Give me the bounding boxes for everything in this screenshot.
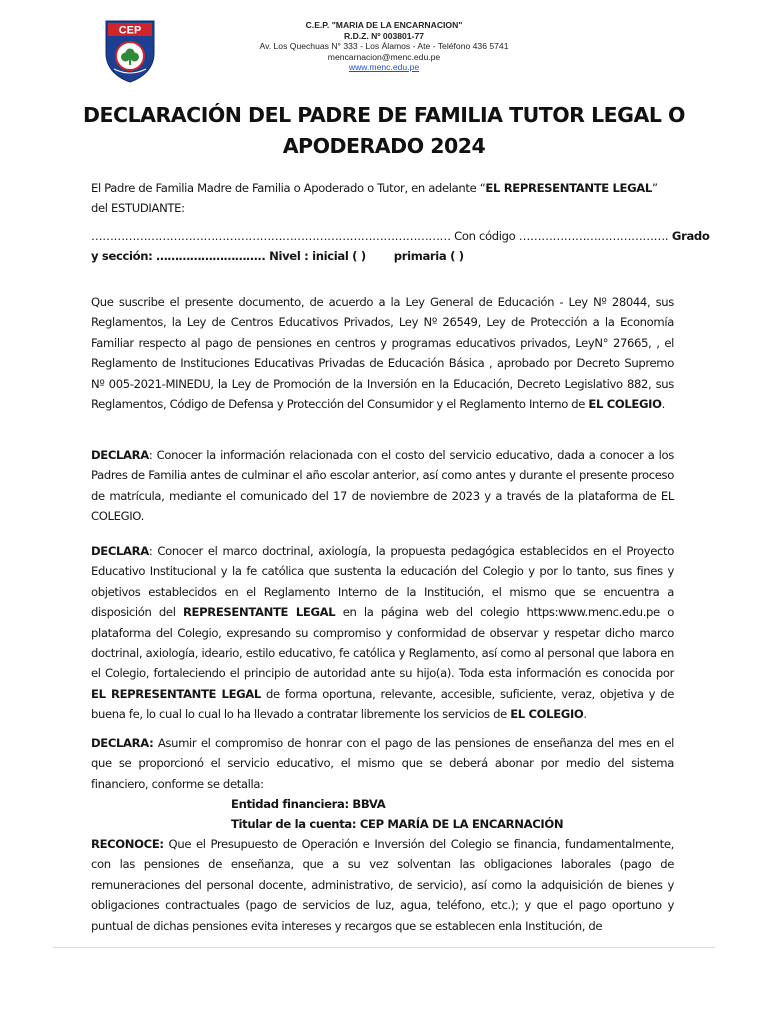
level-initial-option[interactable]: Nivel : inicial ( ) <box>265 249 366 264</box>
school-email[interactable]: mencarnacion@menc.edu.pe <box>327 51 441 62</box>
p3-end: . <box>583 707 587 722</box>
code-blank[interactable]: …………………………………. <box>518 229 669 243</box>
p5-text: Que el Presupuesto de Operación e Inversión del Colegio se financia, fundamentalmente, con las pensiones de enseñanza, que a su vez solventan las obligaciones laborales (pago de remuneraciones del personal docente, administrativo, de servicio), así como la adquisición de bienes y obligaciones contractuales (pago de servicios de luz, agua, teléfono, etc.); y que el pago oportuno y puntual de dichas pensiones evita intereses y recargos que se establecen enla Institución, de <box>91 837 674 933</box>
school-name: C.E.P. "MARIA DE LA ENCARNACION" <box>305 20 463 30</box>
fill-row-1 <box>91 226 710 246</box>
intro-bold: EL REPRESENTANTE LEGAL <box>485 181 652 195</box>
logo-text: CEP <box>118 24 142 37</box>
legal-basis-paragraph <box>91 292 674 414</box>
p2-label: DECLARA <box>91 448 149 462</box>
section-blank[interactable]: ……………………….. <box>152 249 266 264</box>
school-website-link[interactable]: www.menc.edu.pe <box>348 62 420 72</box>
p5-label: RECONOCE: <box>91 837 164 851</box>
p1-end: . <box>661 397 665 412</box>
p3-text-b: en la página web del colegio https:www.menc.edu.pe o plataforma del Colegio, expresando su compromiso y conformidad de observar y respetar dicho marco doctrinal, axiología, ideario, estilo educativo, fe católica y Reglamento, así como al personal que labora en el Colegio, fortaleciendo el principio de autoridad ante su hijo(a). Toda esta información es conocida por <box>91 605 674 681</box>
name-blank[interactable]: …………………………………………………………………………………… <box>91 229 451 243</box>
intro-end: ” del ESTUDIANTE: <box>91 181 658 216</box>
p1-text: Que suscribe el presente documento, de acuerdo a la Ley General de Educación - Ley Nº 28044, sus Reglamentos, la Ley de Centros Educativos Privados, Ley Nº 26549, Ley de Protección a la Economía Familiar respecto al pago de pensiones en centros y programas educativos privados, LeyN° 27665, , el Reglamento de Instituciones Educativas Privadas de Educación Básica , aprobado por Decreto Supremo Nº 005-2021-MINEDU, la Ley de Promoción de la Inversión en la Educación, Decreto Legislativo 882, sus Reglamentos, Código de Defensa y Protección del Consumidor y el Reglamento Interno de <box>91 295 674 412</box>
declara-cost-paragraph <box>91 445 674 527</box>
intro-paragraph <box>91 178 674 219</box>
declara-payment-paragraph <box>91 733 674 794</box>
p3-text-a: : Conocer el marco doctrinal, axiología, la propuesta pedagógica establecidos en el Proyecto Educativo Institucional y la fe católica que sustenta la educación del Colegio y por lo tanto, sus fines y objetivos establecidos en el Reglamento Interno de la Institución, el mismo que se encuentra a disposición del <box>91 544 674 620</box>
bank-details <box>231 794 631 835</box>
level-primary-option[interactable]: primaria ( ) <box>393 249 464 264</box>
p4-text: Asumir el compromiso de honrar con el pago de las pensiones de enseñanza del mes en el que se proporcionó el servicio educativo, el mismo que se deberá abonar por medio del sistema financiero, conforme se detalla: <box>91 736 674 791</box>
title-line-1: DECLARACIÓN DEL PADRE DE FAMILIA TUTOR LEGAL O <box>83 103 685 127</box>
p3-bold-c: EL COLEGIO <box>510 707 584 722</box>
p4-label: DECLARA: <box>91 736 154 750</box>
fill-row-2 <box>91 246 674 266</box>
grade-label: Grado <box>668 229 710 243</box>
page-divider <box>53 947 715 948</box>
section-label: y sección: <box>91 249 153 264</box>
p2-text: : Conocer la información relacionada con el costo del servicio educativo, dada a conocer a los Padres de Familia antes de culminar el año escolar anterior, así como antes y durante el presente proceso de matrícula, mediante el comunicado del 17 de noviembre de 2023 y a través de la plataforma de EL COLEGIO. <box>91 448 674 524</box>
student-fill-fields <box>91 226 710 267</box>
intro-text: El Padre de Familia Madre de Familia o Apoderado o Tutor, en adelante “ <box>91 181 486 195</box>
code-label: Con código <box>450 229 519 243</box>
p3-bold-a: REPRESENTANTE LEGAL <box>182 605 336 620</box>
school-address: Av. Los Quechuas N° 333 - Los Álamos - Ate - Teléfono 436 5741 <box>259 41 509 51</box>
declara-doctrine-paragraph <box>91 541 674 725</box>
school-info <box>230 20 538 73</box>
p3-label: DECLARA <box>91 544 149 558</box>
reconoce-paragraph <box>91 834 674 936</box>
school-logo <box>104 19 156 83</box>
document-title <box>80 100 688 162</box>
p3-bold-b: EL REPRESENTANTE LEGAL <box>91 686 261 701</box>
bank-holder: Titular de la cuenta: CEP MARÍA DE LA ENCARNACIÓN <box>231 817 564 832</box>
bank-entity: Entidad financiera: BBVA <box>231 797 386 811</box>
p3-text-c: de forma oportuna, relevante, accesible, suficiente, veraz, objetiva y de buena fe, lo cual lo cual lo ha llevado a contratar libremente los servicios de <box>91 686 674 722</box>
letterhead <box>0 14 768 84</box>
title-line-2: APODERADO 2024 <box>282 134 486 158</box>
p1-bold: EL COLEGIO <box>588 397 662 412</box>
school-rdz: R.D.Z. Nº 003801-77 <box>343 30 425 41</box>
